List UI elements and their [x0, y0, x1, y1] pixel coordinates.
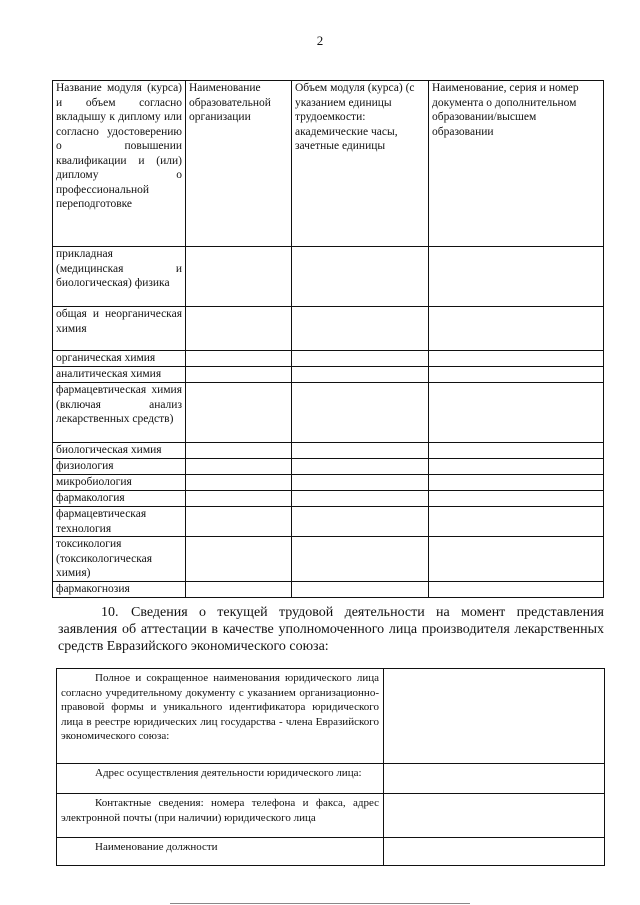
empty-cell[interactable]	[186, 582, 292, 598]
table-row	[53, 443, 604, 459]
table-row	[53, 383, 604, 443]
section-text: Сведения о текущей трудовой деятельности на момент представления заявления об аттестации в качестве уполномоченного лица производителя лекарственных средств Евразийского экономического союза:	[58, 605, 604, 654]
empty-cell[interactable]	[292, 537, 429, 582]
section-number: 10.	[101, 605, 119, 620]
module-name-cell: фармацевтическая химия (включая анализ лекарственных средств)	[53, 383, 186, 443]
contacts-value[interactable]	[384, 794, 605, 838]
module-name-cell: фармацевтическая технология	[53, 507, 186, 537]
empty-cell[interactable]	[429, 247, 604, 307]
table-row	[53, 475, 604, 491]
empty-cell[interactable]	[186, 507, 292, 537]
empty-cell[interactable]	[292, 367, 429, 383]
employment-table	[56, 668, 605, 866]
section-10-paragraph	[58, 604, 604, 655]
table-row	[53, 507, 604, 537]
empty-cell[interactable]	[186, 351, 292, 367]
empty-cell[interactable]	[429, 507, 604, 537]
empty-cell[interactable]	[429, 383, 604, 443]
empty-cell[interactable]	[292, 307, 429, 351]
empty-cell[interactable]	[186, 247, 292, 307]
header-document: Наименование, серия и номер документа о дополнительном образовании/высшем образовании	[429, 81, 604, 247]
module-name-cell: прикладная (медицинская и биологическая) физика	[53, 247, 186, 307]
module-name-cell: биологическая химия	[53, 443, 186, 459]
table-header-row	[53, 81, 604, 247]
empty-cell[interactable]	[429, 367, 604, 383]
module-name-cell: микробиология	[53, 475, 186, 491]
divider	[170, 903, 470, 904]
table-row	[57, 794, 605, 838]
table-row	[53, 491, 604, 507]
table-row	[53, 582, 604, 598]
empty-cell[interactable]	[292, 351, 429, 367]
empty-cell[interactable]	[292, 582, 429, 598]
empty-cell[interactable]	[186, 537, 292, 582]
table-row	[53, 351, 604, 367]
empty-cell[interactable]	[292, 443, 429, 459]
header-module-volume: Объем модуля (курса) (с указанием единицы трудоемкости: академические часы, зачетные единицы	[292, 81, 429, 247]
header-module-name: Название модуля (курса) и объем согласно вкладышу к диплому или согласно удостоверению о повышении квалификации и (или) диплому о профессиональной переподготовке	[53, 81, 186, 247]
empty-cell[interactable]	[186, 307, 292, 351]
table-row	[53, 537, 604, 582]
table-row	[53, 247, 604, 307]
empty-cell[interactable]	[429, 459, 604, 475]
table-row	[53, 307, 604, 351]
module-name-cell: токсикология (токсикологическая химия)	[53, 537, 186, 582]
empty-cell[interactable]	[292, 459, 429, 475]
empty-cell[interactable]	[292, 383, 429, 443]
empty-cell[interactable]	[292, 247, 429, 307]
table-row	[53, 459, 604, 475]
legal-entity-name-value[interactable]	[384, 669, 605, 764]
empty-cell[interactable]	[186, 491, 292, 507]
module-name-cell: фармакология	[53, 491, 186, 507]
header-organization: Наименование образовательной организации	[186, 81, 292, 247]
empty-cell[interactable]	[292, 475, 429, 491]
empty-cell[interactable]	[186, 383, 292, 443]
empty-cell[interactable]	[429, 307, 604, 351]
table-row	[57, 764, 605, 794]
position-label: Наименование должности	[57, 838, 384, 866]
empty-cell[interactable]	[186, 443, 292, 459]
modules-table	[52, 80, 604, 598]
empty-cell[interactable]	[429, 351, 604, 367]
module-name-cell: аналитическая химия	[53, 367, 186, 383]
address-value[interactable]	[384, 764, 605, 794]
module-name-cell: общая и неорганическая химия	[53, 307, 186, 351]
empty-cell[interactable]	[186, 459, 292, 475]
legal-entity-name-label: Полное и сокращенное наименования юридического лица согласно учредительному документу с указанием организационно-правовой формы и уникального идентификатора юридического лица в реестре юридических лиц государства - члена Евразийского экономического союза:	[57, 669, 384, 764]
empty-cell[interactable]	[429, 491, 604, 507]
empty-cell[interactable]	[429, 582, 604, 598]
empty-cell[interactable]	[429, 537, 604, 582]
empty-cell[interactable]	[429, 443, 604, 459]
table-row	[57, 669, 605, 764]
empty-cell[interactable]	[186, 367, 292, 383]
empty-cell[interactable]	[292, 507, 429, 537]
empty-cell[interactable]	[186, 475, 292, 491]
contacts-label: Контактные сведения: номера телефона и факса, адрес электронной почты (при наличии) юридического лица	[57, 794, 384, 838]
module-name-cell: органическая химия	[53, 351, 186, 367]
module-name-cell: фармакогнозия	[53, 582, 186, 598]
table-row	[57, 838, 605, 866]
page-number: 2	[316, 33, 324, 48]
empty-cell[interactable]	[429, 475, 604, 491]
module-name-cell: физиология	[53, 459, 186, 475]
address-label: Адрес осуществления деятельности юридического лица:	[57, 764, 384, 794]
position-value[interactable]	[384, 838, 605, 866]
table-row	[53, 367, 604, 383]
empty-cell[interactable]	[292, 491, 429, 507]
